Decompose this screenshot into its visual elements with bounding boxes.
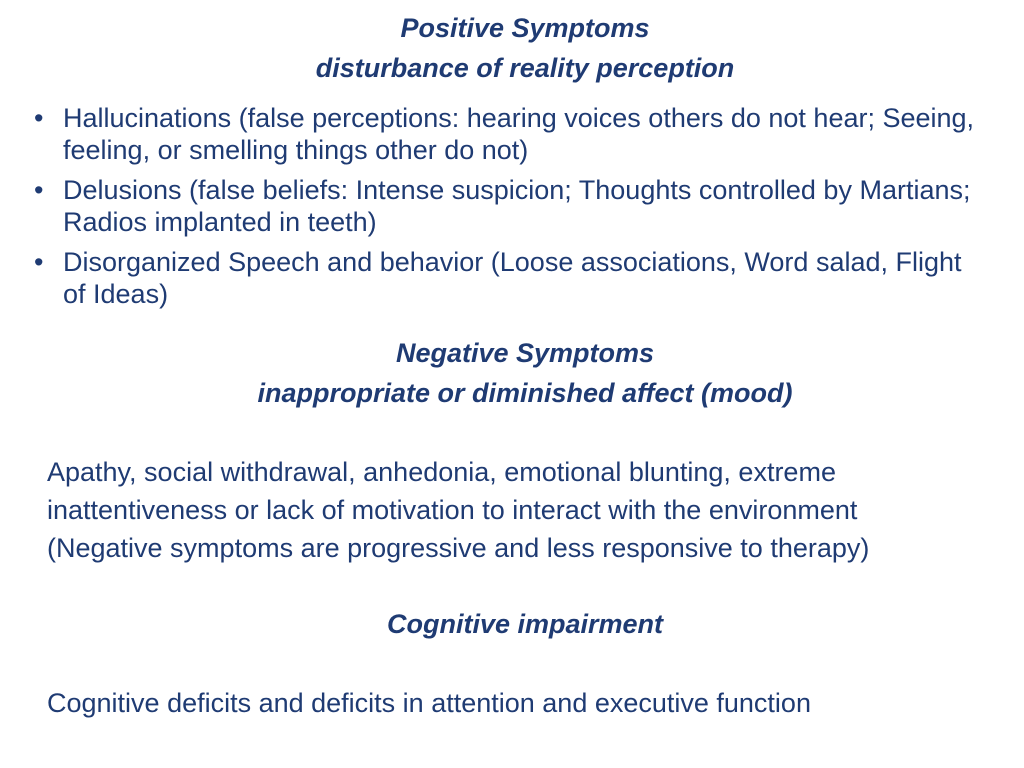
bullet-marker: • bbox=[34, 103, 44, 133]
negative-symptoms-note: (Negative symptoms are progressive and less responsive to therapy) bbox=[47, 533, 870, 563]
negative-symptoms-description: Apathy, social withdrawal, anhedonia, emotional blunting, extreme inattentiveness or lack of motivation to interact with the environment bbox=[47, 457, 858, 525]
bullet-hallucinations bbox=[30, 102, 980, 166]
cognitive-impairment-title: Cognitive impairment bbox=[386, 609, 664, 639]
bullet-delusions bbox=[30, 174, 980, 238]
bullet-text: Disorganized Speech and behavior (Loose associations, Word salad, Flight of Ideas) bbox=[63, 247, 962, 309]
cognitive-impairment-description: Cognitive deficits and deficits in attention and executive function bbox=[47, 688, 811, 718]
bullet-marker: • bbox=[34, 175, 44, 205]
positive-symptoms-subtitle: disturbance of reality perception bbox=[315, 53, 735, 83]
bullet-text: Hallucinations (false perceptions: hearing voices others do not hear; Seeing, feeling, or smelling things other do not) bbox=[63, 103, 975, 165]
bullet-marker: • bbox=[34, 247, 44, 277]
positive-symptoms-list bbox=[30, 102, 980, 318]
positive-symptoms-title: Positive Symptoms bbox=[400, 13, 650, 43]
bullet-disorganized-speech bbox=[30, 246, 980, 310]
bullet-text: Delusions (false beliefs: Intense suspicion; Thoughts controlled by Martians; Radios implanted in teeth) bbox=[63, 175, 971, 237]
negative-symptoms-title: Negative Symptoms bbox=[395, 338, 655, 368]
negative-symptoms-subtitle: inappropriate or diminished affect (mood) bbox=[257, 378, 793, 408]
